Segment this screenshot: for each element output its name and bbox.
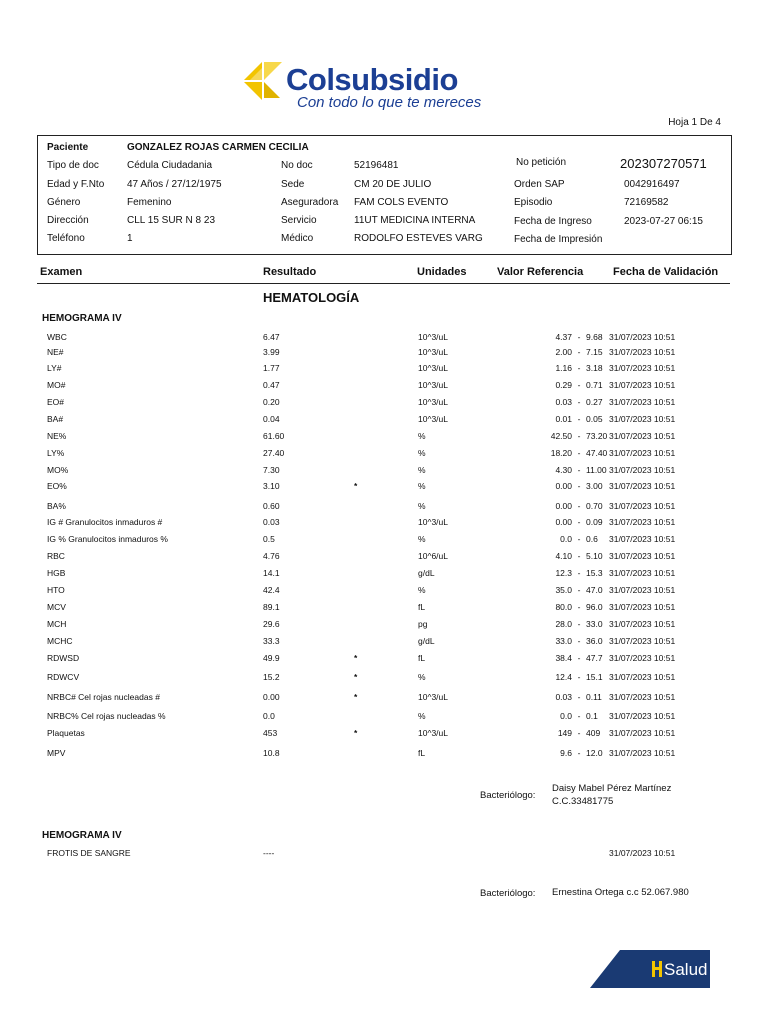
cell-ref-low: 0.0	[560, 711, 572, 721]
cell-unit: %	[418, 481, 426, 491]
cell-exam-name: MO#	[47, 380, 66, 390]
cell-ref-low: 1.16	[555, 363, 572, 373]
cell-validation-date: 31/07/2023 10:51	[609, 380, 676, 390]
cell-ref-dash: -	[577, 534, 581, 544]
cell-result: 42.4	[263, 585, 280, 595]
sap-order-label: Orden SAP	[514, 179, 565, 190]
cell-ref-high: 33.0	[586, 619, 603, 629]
cell-exam-name: HTO	[47, 585, 65, 595]
cell-validation-date: 31/07/2023 10:51	[609, 653, 676, 663]
cell-exam-name: NRBC# Cel rojas nucleadas #	[47, 692, 160, 702]
cell-ref-low: 0.03	[555, 692, 572, 702]
site-label: Sede	[281, 179, 305, 190]
doc-type-label: Tipo de doc	[47, 160, 99, 171]
cell-ref-high: 0.27	[586, 397, 603, 407]
cell-ref-dash: -	[577, 692, 581, 702]
cell-exam-name: Plaquetas	[47, 728, 85, 738]
cell-exam-name: MCHC	[47, 636, 73, 646]
cell-ref-low: 33.0	[555, 636, 572, 646]
table-row	[0, 397, 768, 411]
admission-date-value: 2023-07-27 06:15	[624, 216, 703, 227]
cell-ref-low: 12.4	[555, 672, 572, 682]
cell-validation-date: 31/07/2023 10:51	[609, 619, 676, 629]
cell-exam-name: IG % Granulocitos inmaduros %	[47, 534, 168, 544]
table-row	[0, 636, 768, 650]
cell-exam-name: NE#	[47, 347, 64, 357]
col-header-reference: Valor Referencia	[497, 266, 584, 278]
cell-ref-dash: -	[577, 501, 581, 511]
cell-ref-dash: -	[577, 448, 581, 458]
cell-exam-name: MPV	[47, 748, 66, 758]
cell-unit: 10^3/uL	[418, 397, 448, 407]
cell-ref-low: 4.30	[555, 465, 572, 475]
cell-validation-date: 31/07/2023 10:51	[609, 332, 676, 342]
cell-ref-dash: -	[577, 711, 581, 721]
table-row	[0, 332, 768, 346]
cell-validation-date: 31/07/2023 10:51	[609, 363, 676, 373]
cell-ref-low: 0.00	[555, 517, 572, 527]
cell-ref-low: 2.00	[555, 347, 572, 357]
cell-ref-dash: -	[577, 347, 581, 357]
brand-name: Colsubsidio	[286, 62, 458, 97]
age-value: 47 Años / 27/12/1975	[127, 179, 222, 190]
cell-unit: %	[418, 672, 426, 682]
cell-unit: fL	[418, 653, 426, 663]
cell-result: 3.10	[263, 481, 280, 491]
cell-exam-name: LY%	[47, 448, 65, 458]
cell-result: 0.20	[263, 397, 280, 407]
cell-ref-high: 47.0	[586, 585, 603, 595]
cell-ref-low: 149	[557, 728, 572, 738]
salud-brand-text: Salud	[664, 960, 708, 979]
table-row	[0, 363, 768, 377]
cell-ref-low: 0.29	[555, 380, 572, 390]
cell-flag: *	[354, 728, 358, 738]
cell-ref-high: 12.0	[586, 748, 603, 758]
bacteriologist-name: Daisy Mabel Pérez Martínez	[552, 783, 672, 794]
cell-ref-low: 35.0	[555, 585, 572, 595]
cell-ref-low: 0.00	[555, 501, 572, 511]
cell-ref-high: 15.3	[586, 568, 603, 578]
cell-ref-high: 9.68	[586, 332, 603, 342]
cell-unit: 10^3/uL	[418, 517, 448, 527]
cell-ref-dash: -	[577, 585, 581, 595]
cell-flag: *	[354, 481, 358, 491]
cell-ref-high: 73.20	[586, 431, 608, 441]
colsubsidio-logo-icon	[240, 58, 286, 104]
patient-info-box	[37, 135, 732, 255]
cell-exam-name: HGB	[47, 568, 66, 578]
cell-ref-dash: -	[577, 431, 581, 441]
cell-ref-low: 0.0	[560, 534, 572, 544]
cell-flag: *	[354, 653, 358, 663]
cell-validation-date: 31/07/2023 10:51	[609, 585, 676, 595]
cell-ref-low: 18.20	[550, 448, 572, 458]
cell-unit: 10^3/uL	[418, 728, 448, 738]
cell-unit: %	[418, 585, 426, 595]
cell-ref-high: 3.18	[586, 363, 603, 373]
cell-ref-high: 96.0	[586, 602, 603, 612]
cell-ref-low: 12.3	[555, 568, 572, 578]
doc-number-label: No doc	[281, 160, 313, 171]
table-row	[0, 431, 768, 445]
cell-unit: g/dL	[418, 636, 435, 646]
cell-result: 33.3	[263, 636, 280, 646]
cell-validation-date: 31/07/2023 10:51	[609, 692, 676, 702]
cell-ref-high: 409	[586, 728, 601, 738]
doctor-label: Médico	[281, 233, 314, 244]
insurer-label: Aseguradora	[281, 197, 339, 208]
doc-number-value: 52196481	[354, 160, 399, 171]
cell-exam-name: LY#	[47, 363, 62, 373]
group-title: HEMOGRAMA IV	[42, 830, 122, 841]
cell-result: 0.47	[263, 380, 280, 390]
group-title: HEMOGRAMA IV	[42, 313, 122, 324]
col-header-units: Unidades	[417, 266, 467, 278]
insurer-value: FAM COLS EVENTO	[354, 197, 449, 208]
cell-ref-low: 28.0	[555, 619, 572, 629]
service-label: Servicio	[281, 215, 317, 226]
table-row	[0, 501, 768, 515]
cell-validation-date: 31/07/2023 10:51	[609, 728, 676, 738]
col-header-validation-date: Fecha de Validación	[613, 266, 719, 278]
cell-ref-low: 4.10	[555, 551, 572, 561]
cell-unit: 10^3/uL	[418, 414, 448, 424]
cell-ref-low: 80.0	[555, 602, 572, 612]
cell-result: 4.76	[263, 551, 280, 561]
cell-validation-date: 31/07/2023 10:51	[609, 501, 676, 511]
cell-ref-high: 36.0	[586, 636, 603, 646]
table-row	[0, 602, 768, 616]
cell-result: 0.04	[263, 414, 280, 424]
cell-ref-low: 9.6	[560, 748, 572, 758]
cell-ref-low: 0.01	[555, 414, 572, 424]
bacteriologist-label: Bacteriólogo:	[480, 888, 536, 899]
cell-ref-low: 0.00	[555, 481, 572, 491]
cell-unit: %	[418, 465, 426, 475]
cell-result: ----	[263, 848, 275, 858]
gender-value: Femenino	[127, 197, 172, 208]
cell-ref-high: 0.70	[586, 501, 603, 511]
cell-validation-date: 31/07/2023 10:51	[609, 748, 676, 758]
admission-date-label: Fecha de Ingreso	[514, 216, 592, 227]
table-row	[0, 347, 768, 361]
cell-ref-dash: -	[577, 728, 581, 738]
cell-ref-high: 15.1	[586, 672, 603, 682]
cell-ref-high: 47.40	[586, 448, 608, 458]
cell-result: 0.03	[263, 517, 280, 527]
table-row	[0, 380, 768, 394]
cell-unit: g/dL	[418, 568, 435, 578]
cell-flag: *	[354, 692, 358, 702]
cell-ref-high: 11.00	[586, 465, 607, 475]
table-row	[0, 585, 768, 599]
cell-ref-dash: -	[577, 363, 581, 373]
cell-unit: pg	[418, 619, 428, 629]
patient-label: Paciente	[47, 142, 89, 153]
cell-unit: fL	[418, 748, 426, 758]
table-row	[0, 653, 768, 667]
cell-validation-date: 31/07/2023 10:51	[609, 397, 676, 407]
cell-ref-dash: -	[577, 653, 581, 663]
col-header-exam: Examen	[40, 266, 83, 278]
print-date-label: Fecha de Impresión	[514, 234, 603, 245]
cell-validation-date: 31/07/2023 10:51	[609, 568, 676, 578]
cell-exam-name: EO#	[47, 397, 65, 407]
cell-result: 453	[263, 728, 278, 738]
cell-exam-name: EO%	[47, 481, 67, 491]
cell-result: 49.9	[263, 653, 280, 663]
cell-validation-date: 31/07/2023 10:51	[609, 431, 676, 441]
cell-ref-dash: -	[577, 517, 581, 527]
cell-ref-low: 4.37	[555, 332, 572, 342]
table-row	[0, 711, 768, 725]
col-header-result: Resultado	[263, 266, 317, 278]
cell-result: 0.60	[263, 501, 280, 511]
cell-result: 3.99	[263, 347, 280, 357]
cell-exam-name: NE%	[47, 431, 67, 441]
table-row	[0, 692, 768, 706]
section-title: HEMATOLOGÍA	[263, 290, 360, 305]
page-number: Hoja 1 De 4	[668, 117, 721, 128]
cell-unit: 10^3/uL	[418, 347, 448, 357]
table-row	[0, 551, 768, 565]
cell-unit: %	[418, 534, 426, 544]
cell-ref-high: 0.71	[586, 380, 603, 390]
cell-unit: %	[418, 448, 426, 458]
cell-validation-date: 31/07/2023 10:51	[609, 448, 676, 458]
cell-exam-name: WBC	[47, 332, 67, 342]
table-row	[0, 848, 768, 862]
header-divider	[37, 283, 730, 284]
cell-unit: %	[418, 431, 426, 441]
cell-exam-name: BA%	[47, 501, 66, 511]
cell-result: 15.2	[263, 672, 280, 682]
cell-exam-name: RDWCV	[47, 672, 80, 682]
cell-exam-name: FROTIS DE SANGRE	[47, 848, 131, 858]
cell-ref-dash: -	[577, 465, 581, 475]
table-row	[0, 448, 768, 462]
cell-unit: %	[418, 501, 426, 511]
cell-validation-date: 31/07/2023 10:51	[609, 517, 676, 527]
cell-ref-high: 0.1	[586, 711, 598, 721]
table-row	[0, 672, 768, 686]
cell-validation-date: 31/07/2023 10:51	[609, 534, 676, 544]
age-label: Edad y F.Nto	[47, 179, 105, 190]
cell-result: 10.8	[263, 748, 280, 758]
cell-validation-date: 31/07/2023 10:51	[609, 848, 676, 858]
cell-ref-high: 7.15	[586, 347, 603, 357]
cell-ref-dash: -	[577, 380, 581, 390]
brand-slogan: Con todo lo que te mereces	[297, 94, 482, 111]
cell-validation-date: 31/07/2023 10:51	[609, 711, 676, 721]
cell-result: 0.5	[263, 534, 275, 544]
cell-validation-date: 31/07/2023 10:51	[609, 414, 676, 424]
cell-ref-low: 42.50	[550, 431, 572, 441]
cell-exam-name: MCH	[47, 619, 67, 629]
cell-result: 29.6	[263, 619, 280, 629]
table-row	[0, 534, 768, 548]
table-row	[0, 568, 768, 582]
cell-unit: 10^3/uL	[418, 380, 448, 390]
table-row	[0, 517, 768, 531]
table-row	[0, 465, 768, 479]
cell-validation-date: 31/07/2023 10:51	[609, 347, 676, 357]
cell-result: 14.1	[263, 568, 280, 578]
cell-ref-dash: -	[577, 636, 581, 646]
bacteriologist-id: C.C.33481775	[552, 796, 614, 807]
bacteriologist-name: Ernestina Ortega c.c 52.067.980	[552, 887, 689, 898]
cell-ref-low: 0.03	[555, 397, 572, 407]
cell-result: 61.60	[263, 431, 285, 441]
cell-exam-name: RDWSD	[47, 653, 80, 663]
cell-validation-date: 31/07/2023 10:51	[609, 636, 676, 646]
cell-ref-dash: -	[577, 332, 581, 342]
cell-result: 6.47	[263, 332, 280, 342]
cell-ref-dash: -	[577, 602, 581, 612]
table-row	[0, 619, 768, 633]
cell-ref-high: 47.7	[586, 653, 603, 663]
doctor-value: RODOLFO ESTEVES VARG	[354, 233, 483, 244]
cell-unit: fL	[418, 602, 426, 612]
address-value: CLL 15 SUR N 8 23	[127, 215, 216, 226]
cell-result: 0.00	[263, 692, 280, 702]
cell-result: 0.0	[263, 711, 275, 721]
cell-ref-dash: -	[577, 748, 581, 758]
cell-exam-name: MO%	[47, 465, 69, 475]
cell-ref-low: 38.4	[555, 653, 572, 663]
cell-ref-high: 0.09	[586, 517, 603, 527]
cell-ref-dash: -	[577, 414, 581, 424]
cell-ref-dash: -	[577, 619, 581, 629]
cell-exam-name: RBC	[47, 551, 65, 561]
table-row	[0, 481, 768, 495]
cell-exam-name: BA#	[47, 414, 64, 424]
episode-value: 72169582	[624, 197, 669, 208]
cell-validation-date: 31/07/2023 10:51	[609, 672, 676, 682]
request-number-value: 202307270571	[620, 156, 707, 171]
cell-exam-name: IG # Granulocitos inmaduros #	[47, 517, 163, 527]
cell-ref-high: 0.11	[586, 692, 602, 702]
cell-unit: 10^3/uL	[418, 332, 448, 342]
cell-ref-high: 0.6	[586, 534, 598, 544]
cell-ref-dash: -	[577, 672, 581, 682]
cell-validation-date: 31/07/2023 10:51	[609, 465, 676, 475]
address-label: Dirección	[47, 215, 89, 226]
cell-validation-date: 31/07/2023 10:51	[609, 551, 676, 561]
cell-validation-date: 31/07/2023 10:51	[609, 602, 676, 612]
phone-label: Teléfono	[47, 233, 85, 244]
cell-result: 7.30	[263, 465, 280, 475]
cell-validation-date: 31/07/2023 10:51	[609, 481, 676, 491]
cell-ref-high: 3.00	[586, 481, 603, 491]
sap-order-value: 0042916497	[624, 179, 680, 190]
phone-value: 1	[127, 233, 133, 244]
cell-ref-high: 5.10	[586, 551, 603, 561]
cell-ref-dash: -	[577, 481, 581, 491]
episode-label: Episodio	[514, 197, 553, 208]
cell-ref-high: 0.05	[586, 414, 603, 424]
cell-ref-dash: -	[577, 397, 581, 407]
table-row	[0, 728, 768, 742]
cell-ref-dash: -	[577, 551, 581, 561]
bacteriologist-label: Bacteriólogo:	[480, 790, 536, 801]
table-row	[0, 414, 768, 428]
gender-label: Género	[47, 197, 81, 208]
cell-unit: 10^3/uL	[418, 692, 448, 702]
cell-exam-name: NRBC% Cel rojas nucleadas %	[47, 711, 166, 721]
service-value: 11UT MEDICINA INTERNA	[354, 215, 476, 226]
doc-type-value: Cédula Ciudadania	[127, 160, 213, 171]
cell-flag: *	[354, 672, 358, 682]
site-value: CM 20 DE JULIO	[354, 179, 432, 190]
cell-exam-name: MCV	[47, 602, 66, 612]
patient-name: GONZALEZ ROJAS CARMEN CECILIA	[127, 142, 309, 153]
cell-result: 89.1	[263, 602, 280, 612]
cell-unit: 10^3/uL	[418, 363, 448, 373]
request-number-label: No petición	[516, 157, 567, 168]
cell-result: 1.77	[263, 363, 280, 373]
cell-ref-dash: -	[577, 568, 581, 578]
cell-unit: %	[418, 711, 426, 721]
table-row	[0, 748, 768, 762]
cell-result: 27.40	[263, 448, 285, 458]
cell-unit: 10^6/uL	[418, 551, 448, 561]
